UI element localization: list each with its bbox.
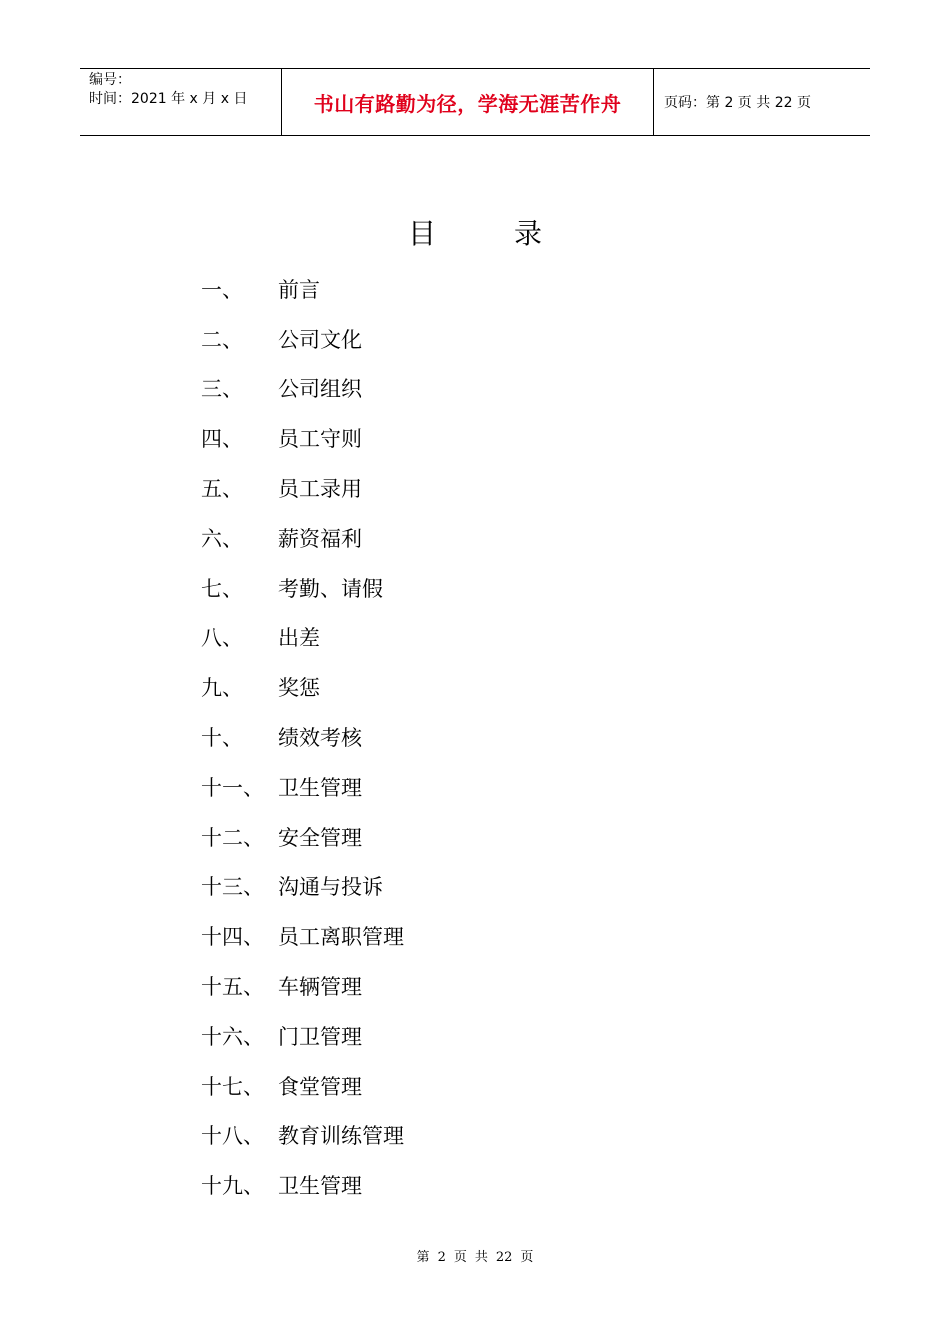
header-page-info: 页码：第 2 页 共 22 页 bbox=[664, 95, 811, 111]
toc-item[interactable] bbox=[201, 364, 404, 414]
toc-item[interactable] bbox=[201, 911, 404, 961]
footer-total-pages: 22 bbox=[495, 1250, 513, 1265]
toc-item[interactable] bbox=[201, 1160, 404, 1210]
toc-item-label: 卫生管理 bbox=[278, 775, 362, 800]
toc-item-number: 三、 bbox=[201, 377, 243, 402]
document-number-label: 编号： bbox=[89, 72, 131, 88]
page-footer bbox=[0, 1246, 950, 1265]
toc-item-number: 十三、 bbox=[201, 875, 264, 900]
footer-text: 第 bbox=[416, 1250, 430, 1265]
toc-title bbox=[0, 212, 950, 256]
toc-item-number: 九、 bbox=[201, 676, 243, 701]
toc-item[interactable] bbox=[201, 1061, 404, 1111]
toc-item[interactable] bbox=[201, 314, 404, 364]
toc-item[interactable] bbox=[201, 563, 404, 613]
toc-item-number: 十七、 bbox=[201, 1074, 264, 1099]
toc-item-label: 安全管理 bbox=[278, 825, 362, 850]
toc-item[interactable] bbox=[201, 264, 404, 314]
toc-item-label: 绩效考核 bbox=[278, 726, 362, 751]
toc-item-label: 沟通与投诉 bbox=[278, 875, 383, 900]
toc-item[interactable] bbox=[201, 463, 404, 513]
toc-item[interactable] bbox=[201, 961, 404, 1011]
toc-item-number: 十四、 bbox=[201, 925, 264, 950]
toc-item[interactable] bbox=[201, 613, 404, 663]
toc-item-label: 前言 bbox=[278, 277, 320, 302]
toc-item-label: 公司文化 bbox=[278, 327, 362, 352]
toc-item-number: 六、 bbox=[201, 526, 243, 551]
toc-item-number: 二、 bbox=[201, 327, 243, 352]
toc-item[interactable] bbox=[201, 862, 404, 912]
toc-item-label: 教育训练管理 bbox=[278, 1124, 404, 1149]
toc-item[interactable] bbox=[201, 762, 404, 812]
header-motto-cell bbox=[281, 69, 654, 135]
toc-item-label: 门卫管理 bbox=[278, 1024, 362, 1049]
toc-item-number: 十六、 bbox=[201, 1024, 264, 1049]
toc-item-label: 员工离职管理 bbox=[278, 925, 404, 950]
toc-item-number: 八、 bbox=[201, 626, 243, 651]
toc-item-label: 车辆管理 bbox=[278, 975, 362, 1000]
toc-item-number: 十九、 bbox=[201, 1174, 264, 1199]
header-meta bbox=[80, 69, 281, 135]
page-header bbox=[80, 68, 870, 136]
toc-item-number: 十一、 bbox=[201, 775, 264, 800]
toc-item[interactable] bbox=[201, 413, 404, 463]
toc-item-label: 出差 bbox=[278, 626, 320, 651]
header-motto: 书山有路勤为径，学海无涯苦作舟 bbox=[313, 91, 622, 116]
footer-text: 共 bbox=[474, 1250, 488, 1265]
document-time-label: 时间：2021 年 x 月 x 日 bbox=[89, 91, 248, 107]
toc-item-label: 员工录用 bbox=[278, 477, 362, 502]
toc-item[interactable] bbox=[201, 1011, 404, 1061]
toc-item-label: 公司组织 bbox=[278, 377, 362, 402]
toc-item[interactable] bbox=[201, 662, 404, 712]
toc-item-label: 食堂管理 bbox=[278, 1074, 362, 1099]
toc-title-char-1: 目 bbox=[407, 217, 436, 250]
toc-item-number: 十、 bbox=[201, 726, 243, 751]
toc-item-number: 一、 bbox=[201, 277, 243, 302]
toc-item-label: 奖惩 bbox=[278, 676, 320, 701]
toc-item-number: 四、 bbox=[201, 427, 243, 452]
toc-item-label: 考勤、请假 bbox=[278, 576, 383, 601]
toc-item-label: 薪资福利 bbox=[278, 526, 362, 551]
toc-item-number: 十八、 bbox=[201, 1124, 264, 1149]
toc-item-number: 五、 bbox=[201, 477, 243, 502]
toc-item-number: 十五、 bbox=[201, 975, 264, 1000]
toc-item[interactable] bbox=[201, 513, 404, 563]
toc-item-label: 卫生管理 bbox=[278, 1174, 362, 1199]
footer-current-page: 2 bbox=[437, 1250, 446, 1265]
toc-item-label: 员工守则 bbox=[278, 427, 362, 452]
footer-text: 页 bbox=[520, 1250, 534, 1265]
toc-title-char-2: 录 bbox=[514, 217, 543, 250]
footer-text: 页 bbox=[453, 1250, 467, 1265]
toc-item[interactable] bbox=[201, 812, 404, 862]
toc-item-number: 十二、 bbox=[201, 825, 264, 850]
toc-item[interactable] bbox=[201, 712, 404, 762]
toc-item-number: 七、 bbox=[201, 576, 243, 601]
toc-item[interactable] bbox=[201, 1111, 404, 1161]
table-of-contents bbox=[201, 264, 404, 1210]
